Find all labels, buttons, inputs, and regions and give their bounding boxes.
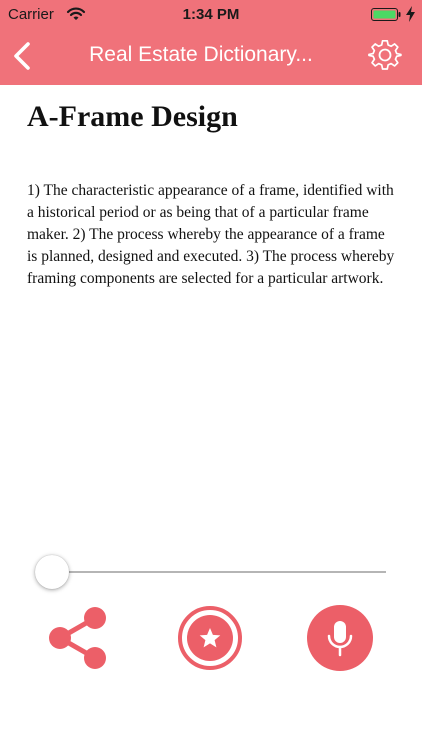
nav-bar xyxy=(0,30,422,85)
microphone-icon[interactable] xyxy=(305,605,375,671)
star-icon[interactable] xyxy=(175,605,245,671)
audio-progress-slider[interactable] xyxy=(30,555,390,589)
slider-track xyxy=(52,571,386,573)
nav-title: Real Estate Dictionary... xyxy=(89,43,313,66)
gear-icon[interactable] xyxy=(368,38,402,72)
app-header xyxy=(0,0,422,85)
slider-thumb[interactable] xyxy=(35,555,69,589)
term-definition: 1) The characteristic appearance of a frame, identified with a historical period or as being that of a particular frame maker. 2) The process whereby the appearance of a frame is planned, designed and executed. 3) The process whereby framing components are selected for a particular artwork. xyxy=(27,182,395,287)
status-bar xyxy=(0,0,422,30)
term-title: A-Frame Design xyxy=(27,100,238,133)
status-time: 1:34 PM xyxy=(182,6,240,23)
battery-icon xyxy=(371,8,401,21)
share-icon[interactable] xyxy=(45,605,115,671)
chevron-left-icon[interactable] xyxy=(8,40,36,72)
carrier-label: Carrier xyxy=(8,6,54,23)
charging-bolt-icon xyxy=(406,6,415,22)
